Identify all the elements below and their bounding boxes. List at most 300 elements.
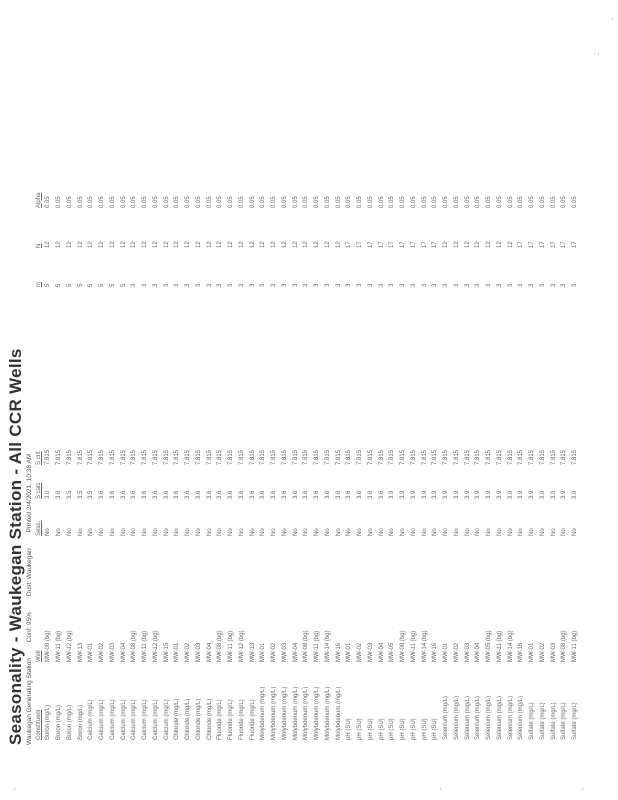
cell-alpha: 0.05 [357,196,364,208]
table-row [366,168,377,740]
cell-well: MW-04 [206,642,213,662]
cell-seasonality: No [561,528,568,536]
cell-s-calc: 3.6 [195,490,202,499]
cell-seasonality: No [303,528,310,536]
cell-s-calc: 3.6 [206,490,213,499]
table-row [430,168,441,740]
cell-n: 12 [77,241,84,248]
cell-n: 12 [185,241,192,248]
cell-well: MW-01 [174,642,181,662]
cell-n: 12 [120,241,127,248]
table-header-row [34,168,43,740]
cell-seasonality: No [410,528,417,536]
cell-m: 3 [367,283,374,287]
cell-seasonality: No [131,528,138,536]
cell-alpha: 0.05 [281,196,288,208]
cell-m: 3 [271,283,278,287]
cell-n: 12 [314,241,321,248]
cell-s-crit: 7.815 [357,449,364,465]
cell-alpha: 0.05 [550,196,557,208]
cell-s-crit: 7.815 [421,449,428,465]
cell-alpha: 0.05 [56,196,63,208]
cell-s-calc: 3.5 [77,490,84,499]
table-row [344,168,355,740]
cell-s-calc: 3.6 [109,490,116,499]
cell-m: 3 [518,283,525,287]
cell-constituent: Calcium (mg/L) [131,699,138,740]
cell-m: 5 [77,283,84,287]
cell-constituent: Molybdenum (mg/L) [292,686,299,740]
cell-s-crit: 7.815 [496,449,503,465]
cell-seasonality: No [507,528,514,536]
cell-constituent: Selenium (mg/L) [518,695,525,740]
cell-s-calc: 3.6 [271,490,278,499]
cell-seasonality: No [539,528,546,536]
cell-seasonality: No [292,528,299,536]
cell-n: 17 [410,241,417,248]
cell-s-calc: 3.6 [217,490,224,499]
table-row [312,168,323,740]
cell-constituent: pH (SU) [357,718,364,740]
cell-well: MW-02 [453,642,460,662]
cell-seasonality: No [249,528,256,536]
cell-constituent: Sulfate (mg/L) [561,702,568,740]
table-row [258,168,269,740]
cell-s-calc: 3.9 [518,490,525,499]
cell-seasonality: No [120,528,127,536]
cell-s-crit: 7.815 [529,449,536,465]
cell-n: 12 [206,241,213,248]
cell-s-crit: 7.815 [281,449,288,465]
cell-well: MW-01 [346,642,353,662]
cell-well: MW-01 [88,642,95,662]
cell-alpha: 0.05 [260,196,267,208]
table-row [204,168,215,740]
cell-s-crit: 7.815 [206,449,213,465]
table-body [43,168,581,740]
cell-constituent: Selenium (mg/L) [443,695,450,740]
cell-s-calc: 3.9 [453,490,460,499]
cell-m: 3 [475,283,482,287]
cell-seasonality: No [572,528,579,536]
cell-seasonality: No [109,528,116,536]
cell-constituent: Selenium (mg/L) [507,695,514,740]
cell-n: 17 [367,241,374,248]
cell-n: 12 [174,241,181,248]
cell-m: 3 [432,283,439,287]
cell-m: 3 [378,283,385,287]
cell-well: MW-02 [271,642,278,662]
cell-alpha: 0.05 [453,196,460,208]
cell-n: 12 [281,241,288,248]
cell-s-crit: 7.815 [142,449,149,465]
cell-seasonality: No [217,528,224,536]
cell-s-calc: 3.6 [152,490,159,499]
cell-m: 3 [486,283,493,287]
cell-alpha: 0.05 [496,196,503,208]
cell-constituent: Calcium (mg/L) [99,699,106,740]
table-row [290,168,301,740]
table-row [151,168,162,740]
cell-alpha: 0.05 [206,196,213,208]
cell-well: MW-13 [77,642,84,662]
printed-date: Printed 2/4/2021, 10:36 AM [26,453,33,533]
cell-seasonality: No [367,528,374,536]
cell-constituent: Chloride (mg/L) [206,698,213,740]
col-header-well: Well [35,650,42,662]
cell-alpha: 0.05 [529,196,536,208]
cell-s-crit: 7.815 [378,449,385,465]
cell-s-crit: 7.815 [432,449,439,465]
cell-m: 3 [281,283,288,287]
cell-alpha: 0.05 [335,196,342,208]
cell-s-crit: 7.815 [475,449,482,465]
cell-well: MW-04 [378,642,385,662]
cell-s-crit: 7.815 [518,449,525,465]
cell-constituent: pH (SU) [346,718,353,740]
cell-well: MW-12 (bg) [238,630,245,662]
cell-constituent: Boron (mg/L) [56,704,63,740]
cell-alpha: 0.05 [152,196,159,208]
cell-s-calc: 3.0 [45,490,52,499]
cell-alpha: 0.05 [464,196,471,208]
cell-s-calc: 3.9 [572,490,579,499]
cell-alpha: 0.05 [238,196,245,208]
cell-s-calc: 3.6 [228,490,235,499]
cell-s-calc: 3.9 [389,490,396,499]
cell-m: 5 [120,283,127,287]
seasonality-table [34,168,581,740]
cell-alpha: 0.05 [400,196,407,208]
cell-m: 3 [443,283,450,287]
table-row [75,168,86,740]
cell-s-calc: 3.9 [550,490,557,499]
table-row [43,168,54,740]
cell-s-calc: 3.6 [281,490,288,499]
cell-alpha: 0.05 [88,196,95,208]
cell-well: MW-11 (bg) [572,630,579,662]
cell-s-calc: 3.9 [432,490,439,499]
cell-n: 12 [88,241,95,248]
cell-n: 17 [389,241,396,248]
cell-n: 17 [400,241,407,248]
cell-constituent: pH (SU) [400,718,407,740]
cell-well: MW-11 (bg) [314,630,321,662]
cell-s-crit: 7.815 [249,449,256,465]
table-row [97,168,108,740]
cell-n: 12 [496,241,503,248]
cell-seasonality: No [99,528,106,536]
cell-well: MW-14 (bg) [507,630,514,662]
cell-constituent: Chloride (mg/L) [185,698,192,740]
cell-well: MW-03 [367,642,374,662]
cell-s-crit: 7.815 [120,449,127,465]
cell-well: MW-02 [99,642,106,662]
cell-s-crit: 7.815 [453,449,460,465]
cell-m: 3 [346,283,353,287]
cell-m: 3 [238,283,245,287]
cell-n: 12 [217,241,224,248]
cell-s-crit: 7.815 [464,449,471,465]
cell-s-calc: 3.9 [464,490,471,499]
cell-s-calc: 3.6 [131,490,138,499]
cell-s-crit: 7.815 [271,449,278,465]
cell-m: 3 [324,283,331,287]
page-title: Seasonality - Waukegan Station - All CCR Wells [6,348,25,745]
table-row [419,168,430,740]
cell-m: 3 [131,283,138,287]
cell-well: MW-08 (bg) [131,630,138,662]
cell-constituent: Selenium (mg/L) [453,695,460,740]
cell-constituent: Calcium (mg/L) [109,699,116,740]
cell-constituent: Fluoride (mg/L) [217,699,224,740]
cell-seasonality: No [421,528,428,536]
cell-s-crit: 7.815 [238,449,245,465]
cell-m: 5 [88,283,95,287]
cell-s-crit: 7.815 [185,449,192,465]
cell-n: 12 [152,241,159,248]
cell-alpha: 0.05 [142,196,149,208]
cell-seasonality: No [475,528,482,536]
cell-constituent: Sulfate (mg/L) [529,702,536,740]
cell-m: 3 [228,283,235,287]
cell-s-calc: 3.9 [529,490,536,499]
cell-well: MW-13 [249,642,256,662]
cell-well: MW-16 [335,642,342,662]
cell-alpha: 0.05 [217,196,224,208]
cell-s-crit: 7.815 [131,449,138,465]
cell-seasonality: No [432,528,439,536]
cell-constituent: Selenium (mg/L) [486,695,493,740]
cell-s-calc: 3.6 [346,490,353,499]
col-header-n: N [35,243,42,248]
cell-well: MW-04 [475,642,482,662]
cell-m: 3 [357,283,364,287]
cell-alpha: 0.05 [518,196,525,208]
cell-n: 12 [464,241,471,248]
cell-s-calc: 3.9 [410,490,417,499]
cell-alpha: 0.05 [378,196,385,208]
cell-alpha: 0.05 [572,196,579,208]
table-row [215,168,226,740]
cell-s-crit: 7.815 [99,449,106,465]
cell-s-calc: 3.6 [185,490,192,499]
cell-m: 3 [335,283,342,287]
cell-m: 3 [410,283,417,287]
table-row [484,168,495,740]
cell-n: 17 [518,241,525,248]
table-row [538,168,549,740]
cell-constituent: Boron (mg/L) [77,704,84,740]
cell-seasonality: No [314,528,321,536]
scan-dot: · [10,787,19,790]
table-row [559,168,570,740]
cell-s-calc: 3.6 [249,490,256,499]
cell-n: 17 [550,241,557,248]
cell-s-crit: 7.815 [400,449,407,465]
cell-constituent: Molybdenum (mg/L) [271,686,278,740]
cell-well: MW-12 (bg) [66,630,73,662]
cell-n: 12 [45,241,52,248]
cell-alpha: 0.05 [346,196,353,208]
cell-seasonality: No [45,528,52,536]
cell-well: MW-04 [120,642,127,662]
cell-alpha: 0.05 [99,196,106,208]
cell-m: 5 [56,283,63,287]
cell-seasonality: No [324,528,331,536]
cell-s-crit: 7.815 [152,449,159,465]
cell-constituent: pH (SU) [378,718,385,740]
cell-seasonality: No [163,528,170,536]
cell-s-crit: 7.815 [45,449,52,465]
cell-well: MW-16 [432,642,439,662]
cell-m: 5 [99,283,106,287]
cell-s-crit: 7.815 [56,449,63,465]
cell-well: MW-03 [281,642,288,662]
cell-well: MW-02 [357,642,364,662]
cell-seasonality: No [550,528,557,536]
cell-n: 12 [453,241,460,248]
cell-well: MW-08 (bg) [400,630,407,662]
table-row [108,168,119,740]
cell-seasonality: No [453,528,460,536]
table-row [409,168,420,740]
table-row [462,168,473,740]
cell-s-calc: 3.9 [421,490,428,499]
cell-constituent: Calcium (mg/L) [152,699,159,740]
cell-seasonality: No [195,528,202,536]
table-row [505,168,516,740]
cell-constituent: pH (SU) [421,718,428,740]
cell-constituent: Molybdenum (mg/L) [324,686,331,740]
cell-well: MW-11 (bg) [142,630,149,662]
cell-m: 3 [496,283,503,287]
cell-alpha: 0.05 [443,196,450,208]
cell-alpha: 0.05 [77,196,84,208]
cell-n: 17 [346,241,353,248]
cell-alpha: 0.05 [66,196,73,208]
cell-seasonality: No [77,528,84,536]
table-row [323,168,334,740]
cell-n: 12 [109,241,116,248]
cell-seasonality: No [443,528,450,536]
cell-alpha: 0.05 [539,196,546,208]
cell-seasonality: No [389,528,396,536]
cell-well: MW-08 (bg) [45,630,52,662]
cell-m: 3 [152,283,159,287]
cell-s-crit: 7.815 [88,449,95,465]
cell-m: 3 [217,283,224,287]
cell-s-calc: 3.6 [260,490,267,499]
cell-s-crit: 7.815 [195,449,202,465]
cell-alpha: 0.05 [475,196,482,208]
cell-well: MW-03 [464,642,471,662]
cell-constituent: Sulfate (mg/L) [572,702,579,740]
cell-s-calc: 3.6 [56,490,63,499]
table-row [387,168,398,740]
table-row [183,168,194,740]
cell-n: 17 [539,241,546,248]
table-row [473,168,484,740]
cell-s-calc: 3.6 [324,490,331,499]
scan-dot: · [436,787,445,790]
cell-s-crit: 7.815 [389,449,396,465]
cell-s-crit: 7.815 [486,449,493,465]
cell-well: MW-05 [389,642,396,662]
cell-seasonality: No [271,528,278,536]
cell-n: 12 [486,241,493,248]
cell-seasonality: No [142,528,149,536]
cell-well: MW-03 [195,642,202,662]
table-row [376,168,387,740]
scan-mark: · [608,17,617,20]
cell-n: 12 [56,241,63,248]
cell-s-crit: 7.815 [303,449,310,465]
table-row [129,168,140,740]
cell-well: MW-15 [163,642,170,662]
cell-n: 17 [432,241,439,248]
cell-m: 3 [421,283,428,287]
cell-well: MW-12 (bg) [152,630,159,662]
cell-alpha: 0.05 [389,196,396,208]
cell-n: 17 [378,241,385,248]
cell-s-calc: 3.5 [88,490,95,499]
cell-s-calc: 3.9 [561,490,568,499]
cell-n: 12 [324,241,331,248]
cell-s-calc: 3.6 [99,490,106,499]
cell-constituent: Chloride (mg/L) [195,698,202,740]
cell-n: 17 [421,241,428,248]
cell-well: MW-14 (bg) [324,630,331,662]
cell-seasonality: No [206,528,213,536]
cell-seasonality: No [529,528,536,536]
cell-s-crit: 7.815 [561,449,568,465]
cell-m: 3 [314,283,321,287]
cell-constituent: Selenium (mg/L) [496,695,503,740]
cell-alpha: 0.05 [314,196,321,208]
cell-well: MW-04 [292,642,299,662]
cell-alpha: 0.05 [303,196,310,208]
cell-m: 5 [109,283,116,287]
cell-constituent: Fluoride (mg/L) [249,699,256,740]
cell-s-calc: 3.9 [496,490,503,499]
cell-s-calc: 3.6 [378,490,385,499]
cell-seasonality: No [281,528,288,536]
table-row [441,168,452,740]
table-row [226,168,237,740]
cell-n: 17 [561,241,568,248]
cell-well: MW-01 [260,642,267,662]
cell-constituent: Selenium (mg/L) [464,695,471,740]
cell-alpha: 0.05 [185,196,192,208]
cell-seasonality: No [357,528,364,536]
cell-constituent: pH (SU) [432,718,439,740]
cell-well: MW-03 [109,642,116,662]
cell-s-calc: 3.9 [507,490,514,499]
cell-s-crit: 7.815 [367,449,374,465]
cell-alpha: 0.05 [131,196,138,208]
col-header-m: m [35,282,42,287]
cell-constituent: Molybdenum (mg/L) [314,686,321,740]
table-row [333,168,344,740]
cell-n: 12 [131,241,138,248]
cell-n: 12 [249,241,256,248]
cell-well: MW-08 (bg) [303,630,310,662]
table-row [65,168,76,740]
table-row [301,168,312,740]
cell-s-calc: 3.9 [443,490,450,499]
cell-constituent: Calcium (mg/L) [142,699,149,740]
